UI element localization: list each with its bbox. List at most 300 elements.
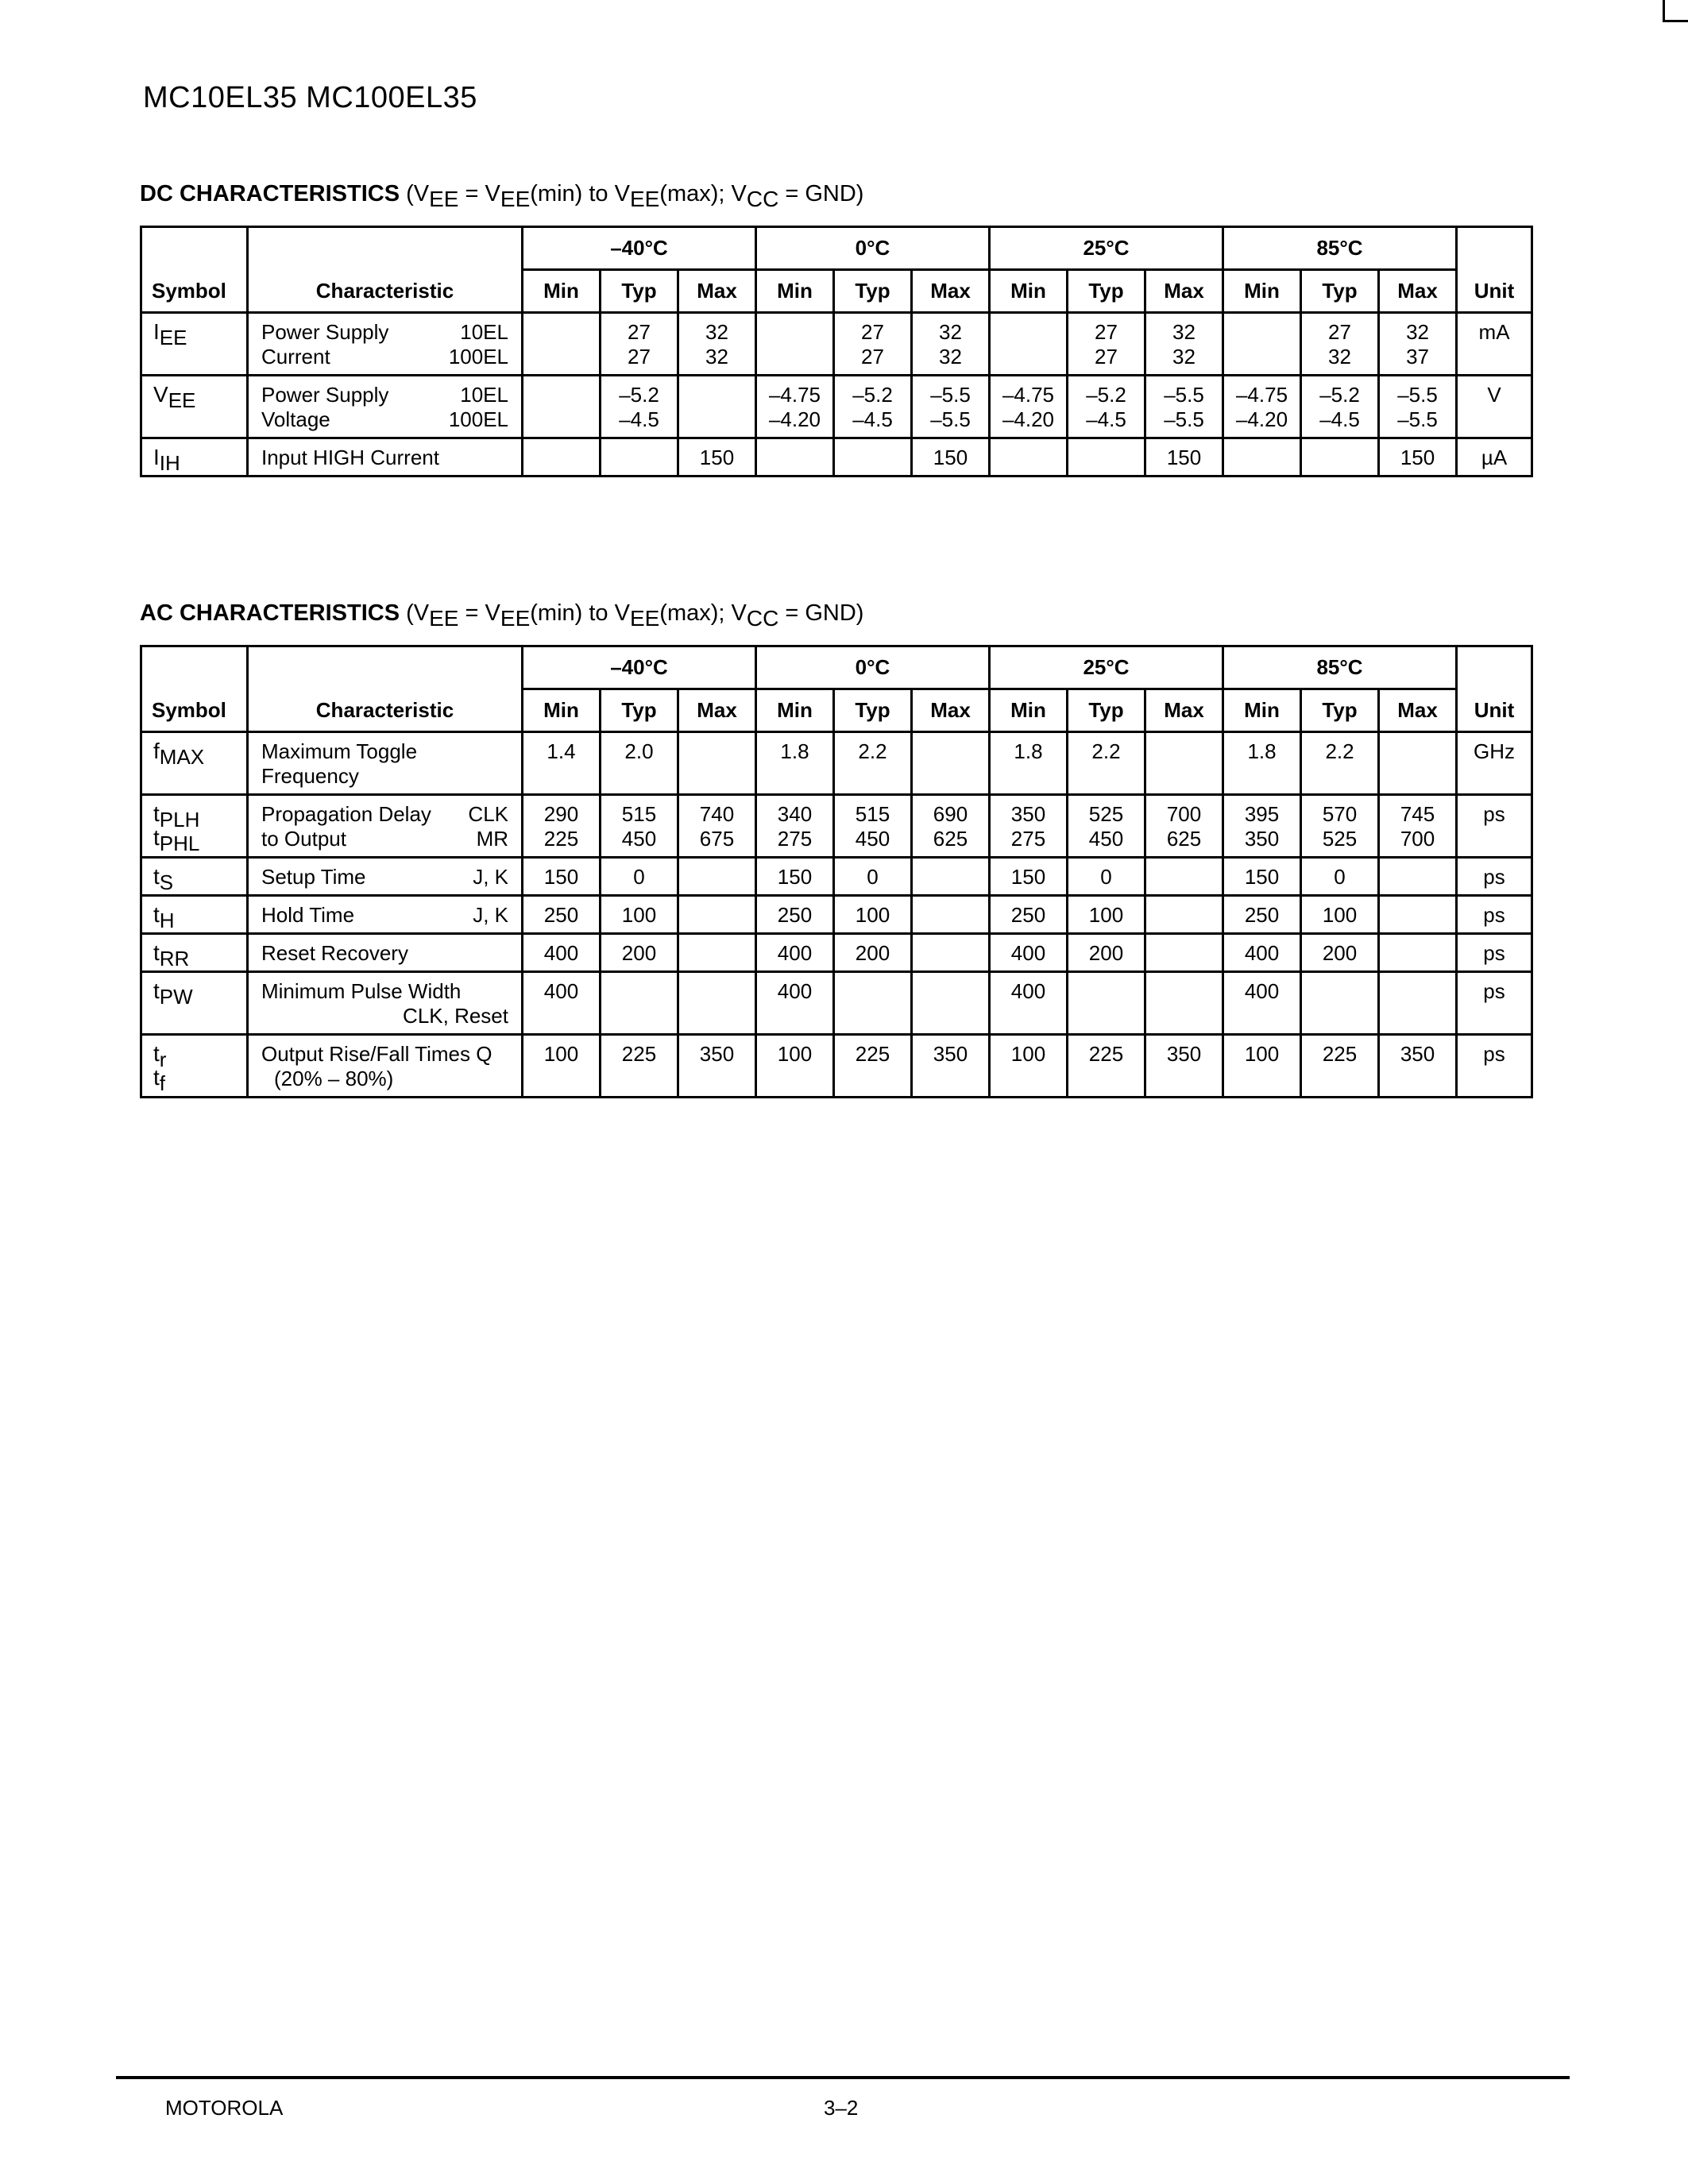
characteristic-line xyxy=(261,407,508,432)
value: 350 xyxy=(933,1042,968,1066)
characteristic-line xyxy=(261,903,508,928)
characteristic-cell xyxy=(248,934,523,972)
characteristic-text: Power Supply xyxy=(261,383,389,407)
characteristic-qualifier: 10EL xyxy=(460,383,508,407)
value: –4.5 xyxy=(1086,407,1126,431)
value-cell xyxy=(834,438,912,477)
value-cell xyxy=(1145,934,1223,972)
column-header: Min xyxy=(990,689,1068,732)
value: 340 xyxy=(777,802,813,826)
value-cell xyxy=(1068,313,1145,376)
value: 740 xyxy=(699,802,735,826)
characteristic-line xyxy=(261,345,508,369)
value: 450 xyxy=(1088,827,1124,851)
unit-cell: ps xyxy=(1457,858,1532,896)
value-cell xyxy=(678,313,756,376)
value: 27 xyxy=(628,320,651,344)
value-cell xyxy=(1145,795,1223,858)
characteristic-cell xyxy=(248,795,523,858)
value-cell xyxy=(1379,934,1457,972)
value-cell xyxy=(1223,934,1301,972)
value-cell xyxy=(1223,313,1301,376)
symbol-cell xyxy=(141,313,248,376)
column-header: Typ xyxy=(834,689,912,732)
value-cell xyxy=(912,934,990,972)
value: 350 xyxy=(1244,827,1280,851)
characteristic-text: Setup Time xyxy=(261,865,366,889)
value-cell xyxy=(601,795,678,858)
value: 400 xyxy=(1244,941,1280,965)
value: –4.5 xyxy=(619,407,659,431)
symbol-cell xyxy=(141,438,248,477)
value-cell xyxy=(523,858,601,896)
symbol-main: t xyxy=(153,801,160,826)
value-cell xyxy=(1145,858,1223,896)
value: 570 xyxy=(1322,802,1358,826)
unit-cell: ps xyxy=(1457,795,1532,858)
value: –5.5 xyxy=(930,407,971,431)
column-header: Max xyxy=(1379,689,1457,732)
symbol-cell xyxy=(141,795,248,858)
value: 2.2 xyxy=(1325,739,1354,763)
value-cell xyxy=(1145,313,1223,376)
symbol-subscript: f xyxy=(159,1071,166,1095)
characteristic-text: Current xyxy=(261,345,330,369)
value: 200 xyxy=(855,941,890,965)
ac-section-heading xyxy=(140,600,864,631)
value-cell xyxy=(1068,438,1145,477)
temperature-header: 25°C xyxy=(990,646,1223,689)
characteristic-line xyxy=(261,1004,508,1028)
symbol xyxy=(153,1041,246,1071)
characteristic-cell xyxy=(248,376,523,438)
unit-cell: V xyxy=(1457,376,1532,438)
value-cell xyxy=(523,438,601,477)
table-row xyxy=(141,972,1532,1035)
value: 1.8 xyxy=(1247,739,1277,763)
footer-divider xyxy=(116,2076,1570,2079)
value-cell xyxy=(1145,732,1223,795)
value-cell xyxy=(1379,376,1457,438)
table-row xyxy=(141,934,1532,972)
value: 150 xyxy=(1166,446,1202,469)
characteristic-line xyxy=(261,1067,508,1091)
value: 450 xyxy=(855,827,890,851)
characteristic-line xyxy=(261,865,508,889)
value: 150 xyxy=(1244,865,1280,889)
value: –5.5 xyxy=(930,383,971,407)
characteristic-text: Power Supply xyxy=(261,320,389,344)
column-header: Max xyxy=(1145,270,1223,313)
characteristic-cell xyxy=(248,896,523,934)
value: 32 xyxy=(705,345,728,369)
characteristic-cell xyxy=(248,313,523,376)
value: 32 xyxy=(1406,320,1429,344)
value: –4.20 xyxy=(1002,407,1055,431)
value: 2.2 xyxy=(858,739,887,763)
value-cell xyxy=(1068,896,1145,934)
footer-brand: MOTOROLA xyxy=(165,2096,284,2120)
value: 32 xyxy=(1172,320,1196,344)
value: 450 xyxy=(621,827,657,851)
dc-section-heading xyxy=(140,181,864,211)
value: 32 xyxy=(1172,345,1196,369)
symbol-cell xyxy=(141,858,248,896)
characteristic-cell xyxy=(248,1035,523,1098)
value: 1.8 xyxy=(780,739,809,763)
value-cell xyxy=(912,1035,990,1098)
ac-conditions: ($V_{EE} = V_{EE}(\min)$ to $V_{EE}(\max)$; $V_{CC} = GND$) xyxy=(406,600,864,631)
characteristic-line xyxy=(261,739,508,764)
value-cell xyxy=(1145,1035,1223,1098)
value-cell xyxy=(912,896,990,934)
dc-conditions: ($V_{EE} = V_{EE}(\min)$ to $V_{EE}(\max)$; $V_{CC} = GND$) xyxy=(406,181,864,211)
unit-cell: ps xyxy=(1457,934,1532,972)
column-header: Typ xyxy=(601,270,678,313)
value-cell xyxy=(1301,795,1379,858)
temperature-header: 25°C xyxy=(990,227,1223,270)
value: 400 xyxy=(543,941,579,965)
symbol xyxy=(153,445,246,475)
value-cell xyxy=(1223,896,1301,934)
characteristic-line xyxy=(261,802,508,827)
value-cell xyxy=(523,732,601,795)
symbol xyxy=(153,801,246,832)
symbol-subscript: r xyxy=(159,1048,167,1071)
value-cell xyxy=(756,438,834,477)
value: 32 xyxy=(939,345,962,369)
symbol-cell xyxy=(141,972,248,1035)
table-row xyxy=(141,1035,1532,1098)
symbol-cell xyxy=(141,376,248,438)
value: 700 xyxy=(1400,827,1435,851)
temperature-header-row xyxy=(141,646,1532,689)
value: 150 xyxy=(699,446,735,469)
value: 250 xyxy=(1010,903,1046,927)
characteristic-line xyxy=(261,827,508,851)
symbol-subscript: H xyxy=(159,909,175,932)
column-header: Typ xyxy=(834,270,912,313)
value: 225 xyxy=(543,827,579,851)
value: 745 xyxy=(1400,802,1435,826)
symbol-subscript: RR xyxy=(159,947,190,970)
column-header: Min xyxy=(523,689,601,732)
symbol-cell xyxy=(141,934,248,972)
value: 350 xyxy=(1166,1042,1202,1066)
characteristic-qualifier: CLK xyxy=(468,802,508,826)
value: –4.75 xyxy=(1235,383,1288,407)
value: –5.2 xyxy=(619,383,659,407)
value: 100 xyxy=(621,903,657,927)
value-cell xyxy=(990,795,1068,858)
value-cell xyxy=(756,795,834,858)
dc-heading-label: DC CHARACTERISTICS xyxy=(140,181,400,206)
value: 400 xyxy=(1244,979,1280,1003)
characteristic-line xyxy=(261,320,508,345)
symbol-main: t xyxy=(153,1041,160,1066)
value: 100 xyxy=(543,1042,579,1066)
temperature-header: 0°C xyxy=(756,646,990,689)
value-cell xyxy=(678,376,756,438)
value: 0 xyxy=(1334,865,1346,889)
value-cell xyxy=(1301,934,1379,972)
value: 515 xyxy=(855,802,890,826)
value: 625 xyxy=(1166,827,1202,851)
value-cell xyxy=(756,858,834,896)
value: 100 xyxy=(777,1042,813,1066)
value-cell xyxy=(912,438,990,477)
unit-cell: GHz xyxy=(1457,732,1532,795)
symbol-subscript: MAX xyxy=(159,745,205,769)
value-cell xyxy=(601,1035,678,1098)
characteristic-qualifier: 100EL xyxy=(448,407,508,431)
value-cell xyxy=(601,896,678,934)
value-cell xyxy=(912,376,990,438)
value-cell xyxy=(1379,795,1457,858)
value: 400 xyxy=(1010,941,1046,965)
symbol-subscript: IH xyxy=(159,451,180,475)
table-row xyxy=(141,313,1532,376)
value-cell xyxy=(1301,858,1379,896)
characteristic-text: (20% – 80%) xyxy=(274,1067,394,1090)
value: 150 xyxy=(933,446,968,469)
value-cell xyxy=(1223,732,1301,795)
value: 400 xyxy=(777,941,813,965)
value-cell xyxy=(1223,972,1301,1035)
value-cell xyxy=(1223,795,1301,858)
characteristic-line xyxy=(261,764,508,789)
value: 200 xyxy=(1322,941,1358,965)
value-cell xyxy=(834,732,912,795)
unit-header: Unit xyxy=(1457,227,1532,313)
value: –4.20 xyxy=(1235,407,1288,431)
value-cell xyxy=(990,858,1068,896)
value: 1.8 xyxy=(1014,739,1043,763)
column-header: Min xyxy=(1223,270,1301,313)
column-header: Max xyxy=(678,270,756,313)
value: 2.2 xyxy=(1091,739,1121,763)
value: 32 xyxy=(939,320,962,344)
value: 1.4 xyxy=(547,739,576,763)
column-header: Max xyxy=(678,689,756,732)
value-cell xyxy=(834,972,912,1035)
column-header: Max xyxy=(912,270,990,313)
value: 225 xyxy=(1088,1042,1124,1066)
column-header: Max xyxy=(1145,689,1223,732)
value-cell xyxy=(834,795,912,858)
value-cell xyxy=(1145,438,1223,477)
value-cell xyxy=(523,795,601,858)
value: 37 xyxy=(1406,345,1429,369)
symbol xyxy=(153,382,246,412)
characteristic-qualifier: 10EL xyxy=(460,320,508,344)
symbol-cell xyxy=(141,896,248,934)
value-cell xyxy=(601,934,678,972)
characteristic-text: Minimum Pulse Width xyxy=(261,979,462,1003)
column-header: Min xyxy=(1223,689,1301,732)
value: 27 xyxy=(861,320,884,344)
characteristic-header: Characteristic xyxy=(248,227,523,313)
temperature-header: –40°C xyxy=(523,646,756,689)
value-cell xyxy=(678,1035,756,1098)
value: 27 xyxy=(628,345,651,369)
symbol-main: I xyxy=(153,319,160,344)
characteristic-qualifier: J, K xyxy=(473,903,508,927)
column-header: Max xyxy=(912,689,990,732)
value-cell xyxy=(601,972,678,1035)
value-cell xyxy=(1301,972,1379,1035)
characteristic-text: to Output xyxy=(261,827,346,851)
symbol xyxy=(153,978,246,1009)
value-cell xyxy=(523,313,601,376)
value-cell xyxy=(1223,376,1301,438)
value-cell xyxy=(678,795,756,858)
value: 690 xyxy=(933,802,968,826)
symbol-main: t xyxy=(153,978,160,1003)
value: 150 xyxy=(777,865,813,889)
value-cell xyxy=(601,438,678,477)
value-cell xyxy=(1223,438,1301,477)
value-cell xyxy=(1379,896,1457,934)
value-cell xyxy=(601,858,678,896)
symbol-main: t xyxy=(153,902,160,927)
column-header: Typ xyxy=(1301,270,1379,313)
symbol xyxy=(153,825,246,855)
value-cell xyxy=(990,896,1068,934)
value-cell xyxy=(523,972,601,1035)
value-cell xyxy=(834,376,912,438)
value: 27 xyxy=(1095,320,1118,344)
value-cell xyxy=(1301,1035,1379,1098)
value: –5.2 xyxy=(1319,383,1360,407)
symbol xyxy=(153,739,246,769)
value-cell xyxy=(601,376,678,438)
value: 200 xyxy=(1088,941,1124,965)
value-cell xyxy=(601,732,678,795)
ac-heading-label: AC CHARACTERISTICS xyxy=(140,600,400,626)
column-header: Max xyxy=(1379,270,1457,313)
value-cell xyxy=(912,972,990,1035)
column-header: Min xyxy=(756,689,834,732)
value-cell xyxy=(1223,1035,1301,1098)
characteristic-line xyxy=(261,1042,508,1067)
characteristic-cell xyxy=(248,438,523,477)
symbol xyxy=(153,1065,246,1095)
value-cell xyxy=(523,376,601,438)
value-cell xyxy=(834,934,912,972)
symbol-main: f xyxy=(153,739,160,763)
page-title: MC10EL35 MC100EL35 xyxy=(143,81,477,114)
characteristic-text: Propagation Delay xyxy=(261,802,431,826)
value: –5.2 xyxy=(852,383,893,407)
value: 350 xyxy=(1400,1042,1435,1066)
value-cell xyxy=(1301,376,1379,438)
symbol-cell xyxy=(141,1035,248,1098)
value-cell xyxy=(1068,1035,1145,1098)
value-cell xyxy=(1145,376,1223,438)
symbol-subscript: EE xyxy=(168,388,196,412)
value-cell xyxy=(912,313,990,376)
value: 395 xyxy=(1244,802,1280,826)
symbol-main: I xyxy=(153,445,160,469)
temperature-header: 0°C xyxy=(756,227,990,270)
value-cell xyxy=(678,732,756,795)
value: 400 xyxy=(1010,979,1046,1003)
value: –5.5 xyxy=(1164,407,1204,431)
value: 675 xyxy=(699,827,735,851)
column-header: Min xyxy=(523,270,601,313)
footer-page-number: 3–2 xyxy=(824,2096,859,2120)
value: 525 xyxy=(1088,802,1124,826)
value: –4.75 xyxy=(768,383,821,407)
value: 2.0 xyxy=(624,739,654,763)
value-cell xyxy=(834,896,912,934)
symbol-main: t xyxy=(153,1065,160,1090)
value: 200 xyxy=(621,941,657,965)
temperature-header: –40°C xyxy=(523,227,756,270)
value: 400 xyxy=(543,979,579,1003)
value-cell xyxy=(1068,858,1145,896)
table-row xyxy=(141,438,1532,477)
value-cell xyxy=(1379,858,1457,896)
value: 700 xyxy=(1166,802,1202,826)
value: 100 xyxy=(1322,903,1358,927)
value-cell xyxy=(756,972,834,1035)
value: 0 xyxy=(867,865,879,889)
unit-cell: mA xyxy=(1457,313,1532,376)
characteristic-line xyxy=(261,979,508,1004)
symbol-main: t xyxy=(153,940,160,965)
unit-cell: µA xyxy=(1457,438,1532,477)
symbol xyxy=(153,319,246,349)
column-header: Min xyxy=(990,270,1068,313)
characteristic-text: Reset Recovery xyxy=(261,941,408,965)
unit-header: Unit xyxy=(1457,646,1532,732)
value-cell xyxy=(523,934,601,972)
value: 100 xyxy=(855,903,890,927)
value-cell xyxy=(756,376,834,438)
characteristic-cell xyxy=(248,858,523,896)
column-header: Typ xyxy=(1301,689,1379,732)
value-cell xyxy=(1145,972,1223,1035)
value: 625 xyxy=(933,827,968,851)
value-cell xyxy=(601,313,678,376)
value: 32 xyxy=(1328,345,1351,369)
characteristic-qualifier: CLK, Reset xyxy=(403,1004,508,1028)
value-cell xyxy=(1379,732,1457,795)
value-cell xyxy=(678,438,756,477)
value-cell xyxy=(990,376,1068,438)
value: 250 xyxy=(1244,903,1280,927)
column-header: Min xyxy=(756,270,834,313)
value: 350 xyxy=(1010,802,1046,826)
table-row xyxy=(141,795,1532,858)
value: 150 xyxy=(1400,446,1435,469)
value: 27 xyxy=(1095,345,1118,369)
value-cell xyxy=(1301,896,1379,934)
column-header: Typ xyxy=(1068,270,1145,313)
symbol xyxy=(153,902,246,932)
column-header: Typ xyxy=(601,689,678,732)
characteristic-text: Maximum Toggle xyxy=(261,739,418,763)
value: 275 xyxy=(777,827,813,851)
value: 275 xyxy=(1010,827,1046,851)
unit-cell: ps xyxy=(1457,972,1532,1035)
value: 515 xyxy=(621,802,657,826)
value-cell xyxy=(990,972,1068,1035)
value: –4.75 xyxy=(1002,383,1055,407)
value-cell xyxy=(678,858,756,896)
